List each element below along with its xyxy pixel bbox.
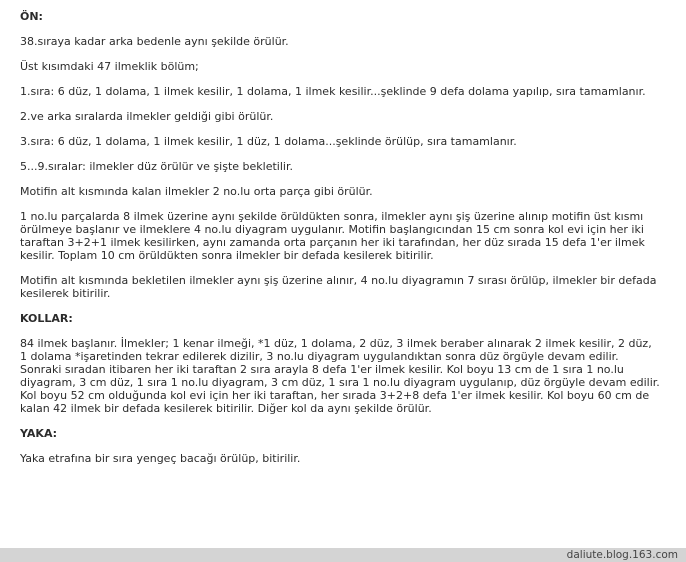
document-body bbox=[20, 10, 660, 476]
paragraph: Yaka etrafına bir sıra yengeç bacağı örülüp, bitirilir. bbox=[20, 452, 301, 465]
paragraph: Üst kısımdaki 47 ilmeklik bölüm; bbox=[20, 60, 199, 73]
watermark-bar bbox=[0, 548, 686, 562]
paragraph: 2.ve arka sıralarda ilmekler geldiği gibi örülür. bbox=[20, 110, 274, 123]
paragraph: 5...9.sıralar: ilmekler düz örülür ve şişte bekletilir. bbox=[20, 160, 293, 173]
section-heading-kollar: KOLLAR: bbox=[20, 312, 73, 325]
paragraph: Motifin alt kısmında bekletilen ilmekler aynı şiş üzerine alınır, 4 no.lu diyagramın 7 sırası örülüp, ilmekler bir defada kesilerek bitirilir. bbox=[20, 274, 657, 300]
paragraph: 84 ilmek başlanır. İlmekler; 1 kenar ilmeği, *1 düz, 1 dolama, 2 düz, 3 ilmek beraber alınarak 2 ilmek kesilir, 2 düz, 1 dolama *işaretinden tekrar edilerek dizilir, 3 no.lu diyagram uygulandıktan sonra düz örgüyle devam edilir. Sonraki sıradan itibaren her iki taraftan 2 sıra arayla 8 defa 1'er ilmek kesilir. Kol boyu 13 cm de 1 sıra 1 no.lu diyagram, 3 cm düz, 1 sıra 1 no.lu diyagram, 3 cm düz, 1 sıra 1 no.lu diyagram uygulanıp, düz örgüyle devam edilir. Kol boyu 52 cm olduğunda kol evi için her iki taraftan, her sırada 3+2+8 defa 1'er ilmek kesilir. Kol boyu 60 cm de kalan 42 ilmek bir defada kesilerek bitirilir. Diğer kol da aynı şekilde örülür. bbox=[20, 337, 660, 415]
blog-watermark: daliute.blog.163.com bbox=[566, 549, 678, 561]
paragraph: 38.sıraya kadar arka bedenle aynı şekilde örülür. bbox=[20, 35, 289, 48]
paragraph: 1.sıra: 6 düz, 1 dolama, 1 ilmek kesilir, 1 dolama, 1 ilmek kesilir...şeklinde 9 defa dolama yapılıp, sıra tamamlanır. bbox=[20, 85, 646, 98]
paragraph: 1 no.lu parçalarda 8 ilmek üzerine aynı şekilde örüldükten sonra, ilmekler aynı şiş üzerine alınıp motifin üst kısmı örülmeye başlanır ve ilmeklere 4 no.lu diyagram uygulanır. Motifin başlangıcından 15 cm sonra kol evi için her iki taraftan 3+2+1 ilmek kesilirken, aynı zamanda orta parçanın her iki tarafından, her düz sırada 15 defa 1'er ilmek kesilir. Toplam 10 cm örüldükten sonra ilmekler bir defada kesilerek bitirilir. bbox=[20, 210, 645, 262]
paragraph: Motifin alt kısmında kalan ilmekler 2 no.lu orta parça gibi örülür. bbox=[20, 185, 373, 198]
section-heading-yaka: YAKA: bbox=[20, 427, 58, 440]
section-heading-on: ÖN: bbox=[20, 10, 43, 23]
paragraph: 3.sıra: 6 düz, 1 dolama, 1 ilmek kesilir, 1 düz, 1 dolama...şeklinde örülüp, sıra tamamlanır. bbox=[20, 135, 517, 148]
